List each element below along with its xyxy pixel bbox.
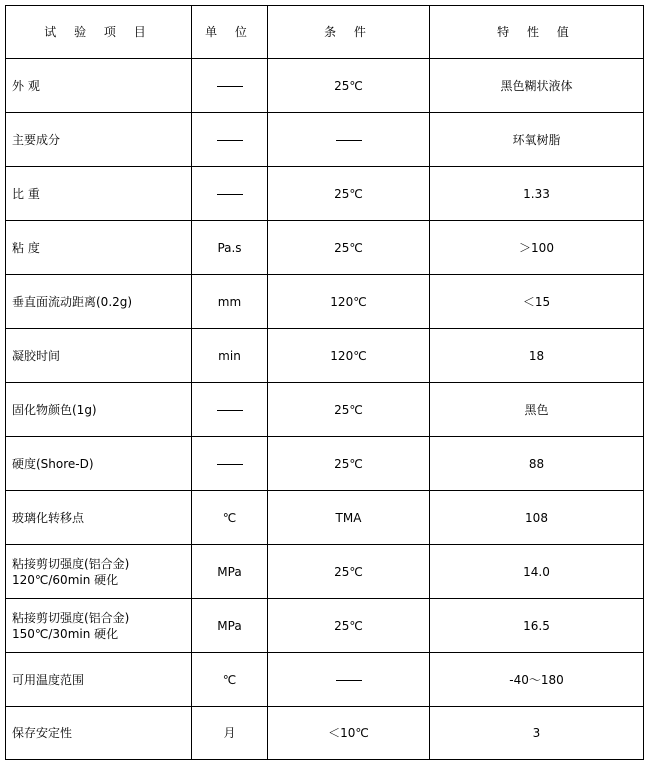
row-condition <box>268 275 430 329</box>
row-value-text: 环氧树脂 <box>512 132 561 147</box>
row-unit-text: ℃ <box>222 510 237 525</box>
row-condition <box>268 653 430 707</box>
table-row <box>6 59 644 113</box>
row-item <box>6 383 192 437</box>
row-item <box>6 653 192 707</box>
row-unit-text: MPa <box>217 618 242 633</box>
row-unit <box>192 545 268 599</box>
header-unit: 单 位 <box>192 6 268 59</box>
property-table <box>5 5 644 760</box>
dash-placeholder <box>217 194 243 195</box>
row-condition <box>268 113 430 167</box>
row-value <box>430 59 644 113</box>
row-unit-text: min <box>218 348 241 363</box>
dash-placeholder <box>217 410 243 411</box>
row-unit <box>192 167 268 221</box>
row-unit-text: ℃ <box>222 672 237 687</box>
row-value-text: -40～180 <box>509 672 564 687</box>
row-value <box>430 707 644 760</box>
row-unit-text: mm <box>217 294 242 309</box>
row-condition-text: 25℃ <box>334 240 363 255</box>
row-condition <box>268 437 430 491</box>
table-row <box>6 167 644 221</box>
row-value-text: ＞100 <box>519 240 554 255</box>
table-row <box>6 221 644 275</box>
table-row <box>6 329 644 383</box>
row-condition-text: ＜10℃ <box>328 726 369 740</box>
row-unit <box>192 383 268 437</box>
row-item-text: 固化物颜色(1g) <box>12 402 97 417</box>
row-condition <box>268 221 430 275</box>
row-value-text: 16.5 <box>523 618 550 633</box>
row-condition <box>268 491 430 545</box>
header-test-item: 试 验 项 目 <box>6 6 192 59</box>
row-item-text: 粘 度 <box>12 240 40 255</box>
row-item <box>6 599 192 653</box>
table-row <box>6 545 644 599</box>
row-value-text: ＜15 <box>522 294 551 309</box>
dash-placeholder <box>336 140 362 141</box>
row-value <box>430 329 644 383</box>
row-condition-text: 120℃ <box>330 348 367 363</box>
table-row <box>6 275 644 329</box>
row-value-text: 黑色糊状液体 <box>500 78 573 93</box>
table-row <box>6 437 644 491</box>
row-condition-text: 25℃ <box>334 186 363 201</box>
row-item-text: 玻璃化转移点 <box>12 510 85 525</box>
row-value <box>430 167 644 221</box>
row-item <box>6 275 192 329</box>
row-item-text: 垂直面流动距离(0.2g) <box>12 294 133 309</box>
row-unit <box>192 113 268 167</box>
row-condition <box>268 545 430 599</box>
row-value <box>430 113 644 167</box>
row-value-text: 3 <box>532 726 541 740</box>
row-unit-text: 月 <box>223 726 236 740</box>
row-value <box>430 599 644 653</box>
row-item <box>6 221 192 275</box>
row-unit <box>192 329 268 383</box>
row-value-text: 14.0 <box>523 564 550 579</box>
row-item <box>6 437 192 491</box>
row-unit <box>192 491 268 545</box>
row-value <box>430 383 644 437</box>
row-condition <box>268 707 430 760</box>
row-condition-text: 25℃ <box>334 456 363 471</box>
header-condition: 条 件 <box>268 6 430 59</box>
row-unit <box>192 707 268 760</box>
table-row <box>6 383 644 437</box>
table-row <box>6 491 644 545</box>
row-item <box>6 707 192 760</box>
row-unit <box>192 653 268 707</box>
row-item-text: 主要成分 <box>12 132 61 147</box>
row-value-text: 黑色 <box>524 402 549 417</box>
row-item <box>6 329 192 383</box>
row-condition-text: TMA <box>335 510 362 525</box>
table-row <box>6 113 644 167</box>
row-value-text: 1.33 <box>523 186 550 201</box>
table-row <box>6 653 644 707</box>
dash-placeholder <box>217 140 243 141</box>
row-condition <box>268 59 430 113</box>
row-value-text: 108 <box>525 510 548 525</box>
row-unit <box>192 221 268 275</box>
row-condition-text: 25℃ <box>334 78 363 93</box>
row-value <box>430 437 644 491</box>
row-item-text: 可用温度范围 <box>12 672 85 687</box>
row-condition <box>268 599 430 653</box>
row-item <box>6 113 192 167</box>
row-item-text: 凝胶时间 <box>12 348 61 363</box>
row-unit <box>192 599 268 653</box>
row-condition-text: 25℃ <box>334 564 363 579</box>
row-value <box>430 653 644 707</box>
row-unit-text: MPa <box>217 564 242 579</box>
row-item <box>6 491 192 545</box>
row-condition <box>268 329 430 383</box>
table-row <box>6 707 644 760</box>
row-value-text: 18 <box>528 348 545 363</box>
dash-placeholder <box>336 680 362 681</box>
row-condition-text: 25℃ <box>334 402 363 417</box>
row-item-text: 外 观 <box>12 78 40 93</box>
row-item-text: 保存安定性 <box>12 726 73 740</box>
row-item-text: 硬度(Shore-D) <box>12 456 94 471</box>
row-value <box>430 275 644 329</box>
dash-placeholder <box>217 86 243 87</box>
row-unit-text: Pa.s <box>217 240 242 255</box>
row-condition-text: 25℃ <box>334 618 363 633</box>
table-row <box>6 599 644 653</box>
row-item-text: 粘接剪切强度(铝合金) 120℃/60min 硬化 <box>12 556 130 587</box>
row-condition-text: 120℃ <box>330 294 367 309</box>
row-item-text: 粘接剪切强度(铝合金) 150℃/30min 硬化 <box>12 610 130 641</box>
header-value: 特 性 值 <box>430 6 644 59</box>
row-unit <box>192 275 268 329</box>
row-item <box>6 545 192 599</box>
row-value <box>430 491 644 545</box>
row-value <box>430 221 644 275</box>
row-value <box>430 545 644 599</box>
row-item-text: 比 重 <box>12 186 40 201</box>
row-value-text: 88 <box>528 456 545 471</box>
dash-placeholder <box>217 464 243 465</box>
header-row <box>6 6 644 59</box>
row-unit <box>192 59 268 113</box>
row-unit <box>192 437 268 491</box>
row-item <box>6 59 192 113</box>
row-condition <box>268 383 430 437</box>
row-condition <box>268 167 430 221</box>
row-item <box>6 167 192 221</box>
